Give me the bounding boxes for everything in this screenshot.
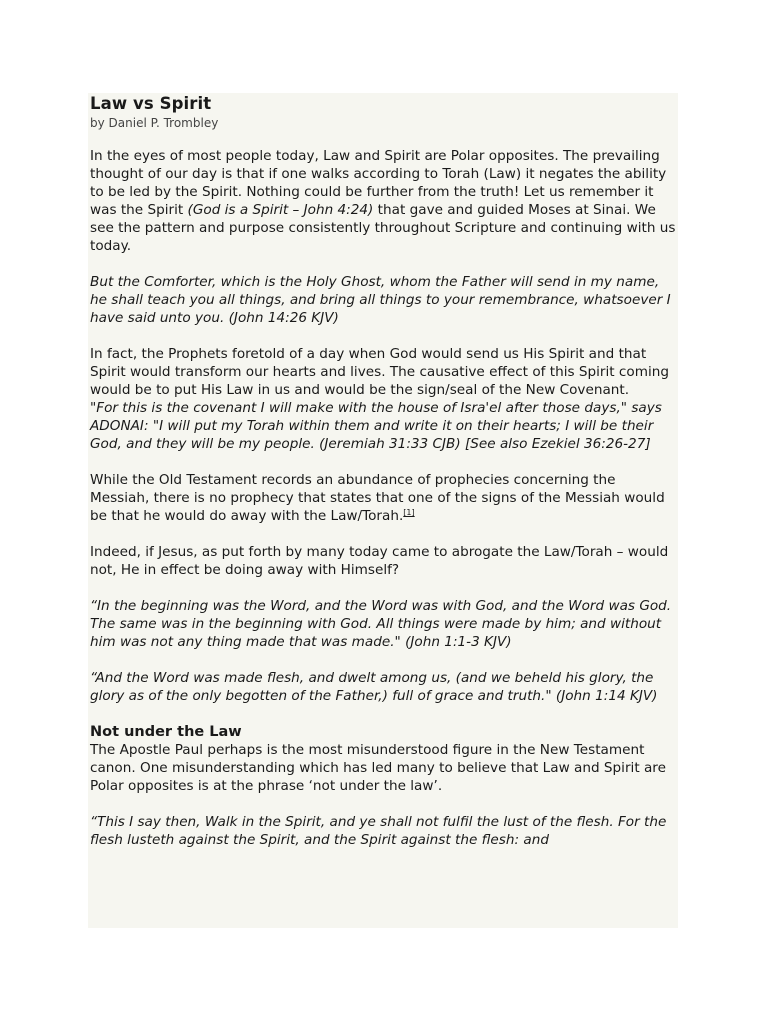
article-byline: by Daniel P. Trombley — [90, 116, 219, 130]
quote-galatians: “This I say then, Walk in the Spirit, and ye shall not fulfil the lust of the flesh. For the flesh lusteth against the Spirit, and the Spirit against the flesh: and — [90, 814, 667, 848]
scripture-reference: (God is a Spirit – John 4:24) — [187, 202, 374, 218]
paragraph-intro — [90, 147, 678, 255]
paragraph-abrogate: Indeed, if Jesus, as put forth by many today came to abrogate the Law/Torah – would not, He in effect be doing away with Himself? — [90, 544, 669, 578]
article-body — [88, 93, 678, 849]
section-heading: Not under the Law — [90, 724, 242, 740]
quote-john-1-14: “And the Word was made flesh, and dwelt among us, (and we beheld his glory, the glory as of the only begotten of the Father,) full of grace and truth." (John 1:14 KJV) — [90, 670, 658, 704]
paragraph-messiah — [90, 471, 678, 525]
document-page — [88, 93, 678, 928]
quote-jeremiah-31-33: "For this is the covenant I will make with the house of Isra'el after those days," says ADONAI: "I will put my Torah within them and write it on their hearts; I will be their God, and they will be my people. (Jeremiah 31:33 CJB) [See also Ezekiel 36:26-27] — [90, 400, 662, 452]
quote-john-1-1: “In the beginning was the Word, and the Word was with God, and the Word was God. The same was in the beginning with God. All things were made by him; and without him was not any thing made that was made." (John 1:1-3 KJV) — [90, 598, 672, 650]
paragraph-messiah-text: While the Old Testament records an abundance of prophecies concerning the Messiah, there is no prophecy that states that one of the signs of the Messiah would be that he would do away with the Law/Torah. — [90, 472, 665, 524]
article-title: Law vs Spirit — [90, 94, 212, 113]
paragraph-paul: The Apostle Paul perhaps is the most misunderstood figure in the New Testament canon. One misunderstanding which has led many to believe that Law and Spirit are Polar opposites is at the phrase ‘not under the law’. — [90, 742, 666, 794]
footnote-link[interactable]: [1] — [403, 508, 415, 517]
paragraph-prophets: In fact, the Prophets foretold of a day when God would send us His Spirit and that Spirit would transform our hearts and lives. The causative effect of this Spirit coming would be to put His Law in us and would be the sign/seal of the New Covenant. — [90, 346, 669, 398]
paragraph-intro-text: In the eyes of most people today, Law and Spirit are Polar opposites. The prevailing thought of our day is that if one walks according to Torah (Law) it negates the ability to be led by the Spirit. Nothing could be further from the truth! Let us remember it was the Spirit — [90, 148, 667, 218]
paragraph-intro-tail: that gave and guided Moses at Sinai. We see the pattern and purpose consistently throughout Scripture and continuing with us today. — [90, 202, 676, 254]
quote-john-14-26: But the Comforter, which is the Holy Ghost, whom the Father will send in my name, he shall teach you all things, and bring all things to your remembrance, whatsoever I have said unto you. (John 14:26 KJV) — [90, 274, 671, 326]
